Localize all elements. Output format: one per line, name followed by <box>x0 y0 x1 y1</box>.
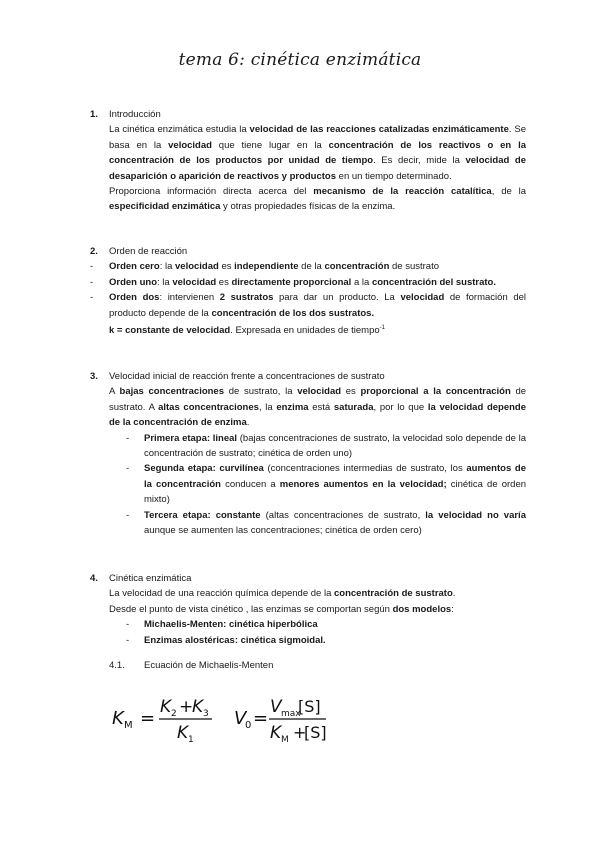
section-heading: Velocidad inicial de reacción frente a concentraciones de sustrato <box>109 371 385 382</box>
section-velocidad-inicial <box>90 369 526 538</box>
svg-text:M: M <box>281 735 289 744</box>
bullet-dash: - <box>126 432 130 444</box>
svg-text:M: M <box>124 720 133 731</box>
bullet-dash: - <box>126 634 130 646</box>
list-item: - Enzimas alostéricas: cinética sigmoidal. <box>90 633 526 648</box>
svg-text:0: 0 <box>245 720 252 731</box>
svg-text:K: K <box>160 697 172 717</box>
svg-text:1: 1 <box>188 735 194 744</box>
svg-text:K: K <box>192 697 204 717</box>
list-item: - Orden cero: la velocidad es independiente de la concentración de sustrato <box>90 259 526 274</box>
list-item: - Orden uno: la velocidad es directamente proporcional a la concentración del sustrato. <box>90 275 526 290</box>
rate-constant-note: k = constante de velocidad. Expresada en unidades de tiempo$^{-1}$ <box>109 325 385 337</box>
svg-text:K: K <box>177 723 189 743</box>
bullet-dash: - <box>126 509 130 521</box>
svg-text:K: K <box>112 708 124 729</box>
list-item: - Orden dos: intervienen 2 sustratos para dar un producto. La velocidad de formación del producto depende de la concentración de los dos sustratos. <box>90 290 526 321</box>
section-heading: Introducción <box>109 109 161 120</box>
section-number: 2. <box>90 246 98 257</box>
svg-text:+: + <box>179 697 194 717</box>
bullet-dash: - <box>90 261 94 273</box>
section-heading: Cinética enzimática <box>109 573 192 584</box>
section-number: 1. <box>90 109 98 120</box>
svg-text:K: K <box>270 723 282 743</box>
michaelis-menten-equation <box>112 692 352 744</box>
subsection-heading: 4.1. Ecuación de Michaelis-Menten <box>109 660 274 672</box>
section-number: 3. <box>90 371 98 382</box>
bullet-dash: - <box>126 619 130 631</box>
list-item: - Segunda etapa: curvilínea (concentraciones intermedias de sustrato, los aumentos de la concentración conducen a menores aumentos en la velocidad; cinética de orden mixto) <box>90 461 526 507</box>
svg-text:2: 2 <box>171 709 177 719</box>
section-introduccion <box>90 107 526 215</box>
list-item: - Tercera etapa: constante (altas concentraciones de sustrato, la velocidad no varía aunque se aumenten las concentraciones; cinética de orden cero) <box>90 508 526 539</box>
page-title: tema 6: cinética enzimática <box>178 50 422 70</box>
svg-text:=: = <box>253 708 269 729</box>
svg-text:[S]: [S] <box>304 723 327 742</box>
section-number: 4. <box>90 573 98 584</box>
svg-text:=: = <box>140 708 156 729</box>
section-cinetica-enzimatica <box>90 571 526 673</box>
bullet-dash: - <box>90 276 94 288</box>
list-item: - Michaelis-Menten: cinética hiperbólica <box>90 617 526 632</box>
paragraph: A bajas concentraciones de sustrato, la velocidad es proporcional a la concentración de sustrato. A altas concentraciones, la enzima está saturada, por lo que la velocidad depende de la concentración de enzima. <box>109 386 527 429</box>
bullet-dash: - <box>126 463 130 475</box>
paragraph: La velocidad de una reacción química depende de la concentración de sustrato. <box>109 588 456 600</box>
svg-text:[S]: [S] <box>298 697 321 716</box>
svg-text:V: V <box>270 697 282 717</box>
paragraph: La cinética enzimática estudia la velocidad de las reacciones catalizadas enzimáticamente. Se basa en la velocidad que tiene lugar en la concentración de los reactivos o en la concentración de los productos por unidad de tiempo. Es decir, mide la velocidad de desaparición o aparición de reactivos y productos en un tiempo determinado. <box>109 124 526 182</box>
paragraph: Desde el punto de vista cinético , las enzimas se comportan según dos modelos: <box>109 603 454 615</box>
list-item: - Primera etapa: lineal (bajas concentraciones de sustrato, la velocidad solo depende de la concentración de sustrato; cinética de orden uno) <box>90 431 526 462</box>
section-heading: Orden de reacción <box>109 246 188 257</box>
svg-text:+: + <box>293 723 307 742</box>
paragraph: Proporciona información directa acerca del mecanismo de la reacción catalítica, de la especificidad enzimática y otras propiedades físicas de la enzima. <box>109 186 526 213</box>
svg-text:3: 3 <box>203 709 209 719</box>
section-orden-reaccion <box>90 244 526 339</box>
svg-text:max: max <box>281 709 301 719</box>
bullet-dash: - <box>90 292 94 304</box>
svg-text:V: V <box>234 708 247 729</box>
